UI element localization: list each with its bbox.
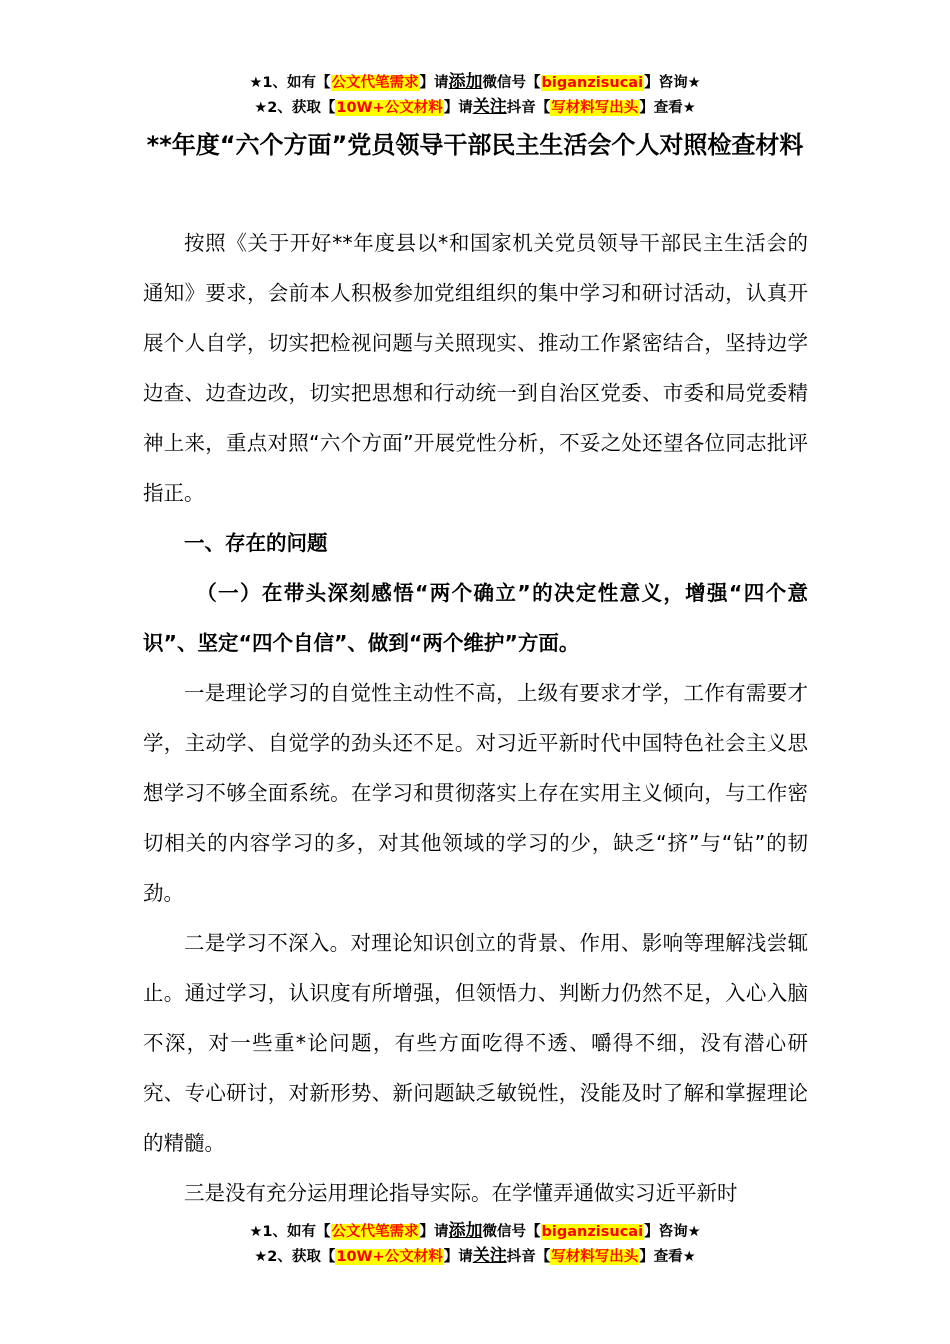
banner-highlight: 10W+公文材料 <box>336 1249 443 1265</box>
banner-line-1 <box>0 1219 950 1244</box>
banner-text: 】查看★ <box>639 1249 696 1265</box>
banner-highlight: 公文代笔需求 <box>331 75 419 91</box>
document-title: **年度“六个方面”党员领导干部民主生活会个人对照检查材料 <box>146 131 804 159</box>
top-banner <box>0 70 950 120</box>
banner-highlight: 10W+公文材料 <box>336 100 443 116</box>
banner-text: 】咨询★ <box>644 75 701 91</box>
bottom-banner <box>0 1219 950 1269</box>
banner-text: 】咨询★ <box>644 1224 701 1240</box>
banner-text: 微信号【 <box>482 75 541 91</box>
banner-underline: 添加 <box>448 72 483 92</box>
banner-highlight: biganzisucai <box>541 1224 644 1240</box>
banner-text: 】查看★ <box>639 100 696 116</box>
subsection-heading: （一）在带头深刻感悟“两个确立”的决定性意义，增强“四个意识”、坚定“四个自信”、做到“两个维护”方面。 <box>143 581 808 655</box>
banner-line-2 <box>0 1244 950 1269</box>
banner-line-1 <box>0 70 950 95</box>
banner-text: ★1、如有【 <box>249 75 331 91</box>
banner-highlight: 写材料写出头 <box>551 100 639 116</box>
banner-text: 】请 <box>443 100 473 116</box>
document-body <box>143 218 808 1218</box>
banner-text: 】请 <box>419 1224 449 1240</box>
banner-underline: 添加 <box>448 1221 483 1241</box>
banner-underline: 关注 <box>472 1246 507 1266</box>
intro-paragraph: 按照《关于开好**年度县以*和国家机关党员领导干部民主生活会的通知》要求，会前本人积极参加党组组织的集中学习和研讨活动，认真开展个人自学，切实把检视问题与关照现实、推动工作紧密结合，坚持边学边查、边查边改，切实把思想和行动统一到自治区党委、市委和局党委精神上来，重点对照“六个方面”开展党性分析，不妥之处还望各位同志批评指正。 <box>143 231 808 505</box>
banner-text: ★2、获取【 <box>254 100 336 116</box>
banner-text: 】请 <box>419 75 449 91</box>
banner-text: 抖音【 <box>506 100 551 116</box>
banner-text: 抖音【 <box>506 1249 551 1265</box>
banner-text: 微信号【 <box>482 1224 541 1240</box>
section-heading: 一、存在的问题 <box>184 531 328 555</box>
banner-text: ★2、获取【 <box>254 1249 336 1265</box>
banner-highlight: 公文代笔需求 <box>331 1224 419 1240</box>
banner-line-2 <box>0 95 950 120</box>
banner-underline: 关注 <box>472 97 507 117</box>
banner-text: 】请 <box>443 1249 473 1265</box>
body-paragraph: 一是理论学习的自觉性主动性不高，上级有要求才学，工作有需要才学，主动学、自觉学的劲头还不足。对习近平新时代中国特色社会主义思想学习不够全面系统。在学习和贯彻落实上存在实用主义倾向，与工作密切相关的内容学习的多，对其他领域的学习的少，缺乏“挤”与“钻”的韧劲。 <box>143 681 808 905</box>
banner-highlight: biganzisucai <box>541 75 644 91</box>
body-paragraph: 三是没有充分运用理论指导实际。在学懂弄通做实习近平新时 <box>184 1181 738 1205</box>
body-paragraph: 二是学习不深入。对理论知识创立的背景、作用、影响等理解浅尝辄止。通过学习，认识度有所增强，但领悟力、判断力仍然不足，入心入脑不深，对一些重*论问题，有些方面吃得不透、嚼得不细，没有潜心研究、专心研讨，对新形势、新问题缺乏敏锐性，没能及时了解和掌握理论的精髓。 <box>143 931 808 1155</box>
banner-highlight: 写材料写出头 <box>551 1249 639 1265</box>
banner-text: ★1、如有【 <box>249 1224 331 1240</box>
